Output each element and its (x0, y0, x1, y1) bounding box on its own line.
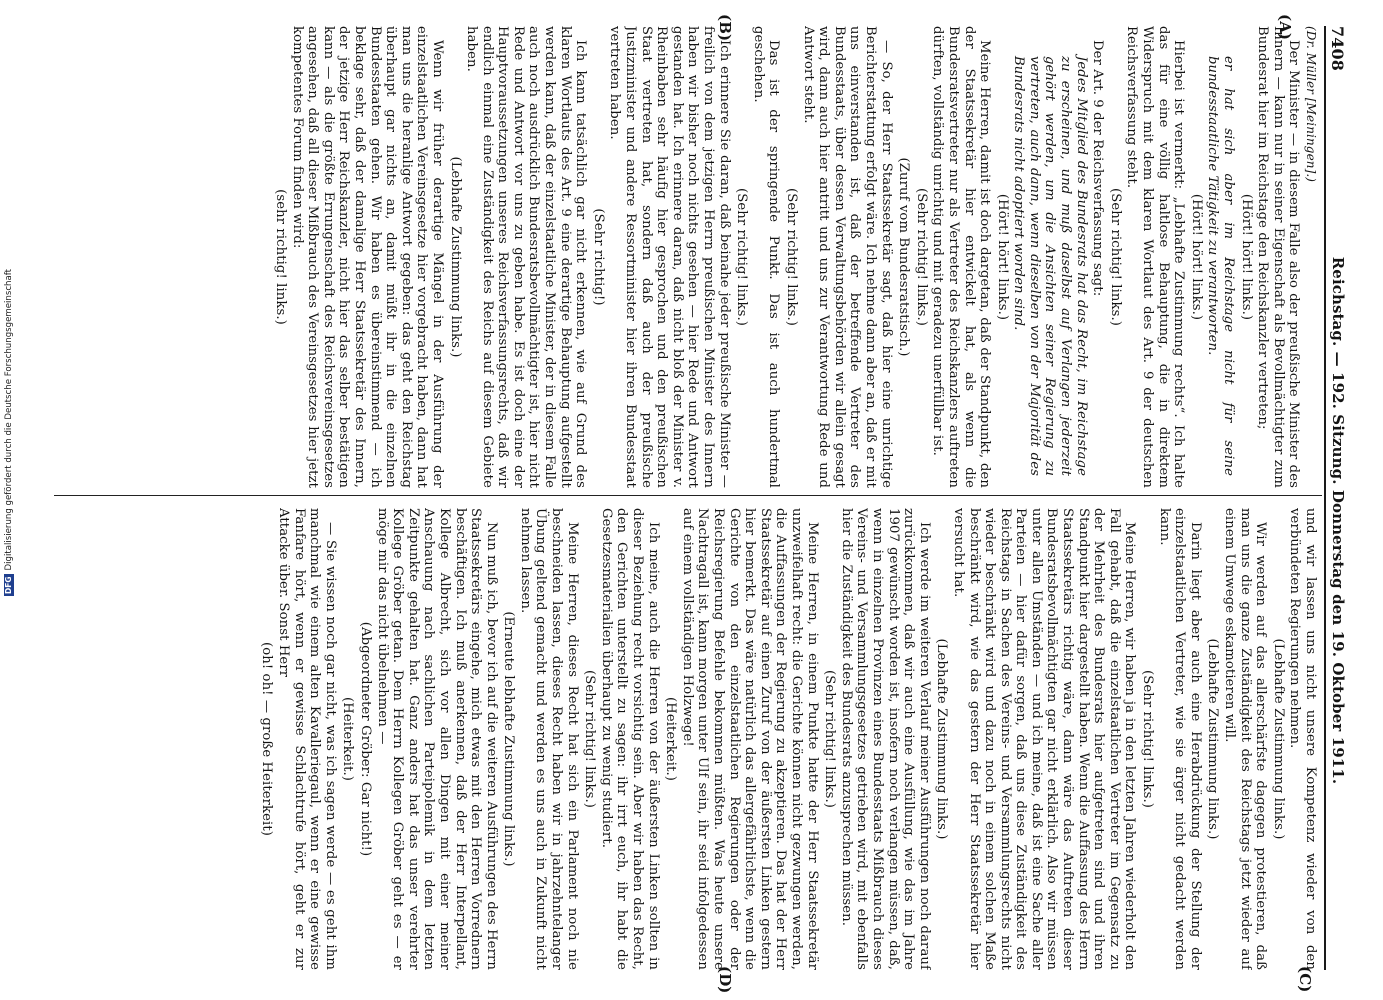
paragraph: Meine Herren, in einem Punkte hatte der Herr Staatssekretär unzweifelhaft recht: die Gerichte können nicht gezwungen werden, die Auffassungen der Regierung zu akzeptieren. Das hat der Herr Staatssekretär auf einen Zuruf von der äußersten Linken gestern hier bemerkt. Das wäre natürlich das allergefährlichste, wenn die Gerichte von den einzelstaatlichen Regierungen oder der Reichsregierung Befehle bekommen müßten. Was heute unsere Nachtragall ist, kann morgen unter Ulf sein, ihr seid infolgedessen auf einem vollständigen Holzwege! (679, 508, 820, 970)
paragraph: Der Art. 9 der Reichsverfassung sagt: (1090, 40, 1106, 297)
quote: Jedes Mitglied des Bundesrats hat das Recht, im Reichstage zu erscheinen, und muß daselbst auf Verlangen jederzeit gehört werden, um die Ansichten seiner Regierung zu vertreten, auch dann, wenn dieselben von der Majorität des Bundesrats nicht adoptiert worden sind. (1011, 56, 1089, 476)
interjection: (Sehr richtig!) (590, 208, 606, 306)
interjection: (Sehr richtig! links.) (734, 187, 750, 327)
margin-mark-d: (D) (716, 966, 734, 994)
margin-mark-c: (C) (1296, 966, 1314, 993)
right-column (52, 508, 1318, 970)
paragraph: Ich kann tatsächlich gar nicht erkennen, wie auf Grund des klaren Wortlauts des Art. 9 eine derartige Behauptung aufgestellt werden kann, daß der einzelstaatliche Minister, der in diesem Falle auch noch ausdrücklich Bundesratsbevollmächtigter ist, hier nicht Rede und Antwort vor uns zu geben habe. Es ist doch eine der Hauptvoraussetzungen unseres Reichsverfassungsrechts, daß wir endlich einmal eine Zuständigkeit des Reichs auf diesem Gebiete haben. (464, 26, 589, 488)
interjection: (Hört! hört! links.) (1188, 193, 1204, 321)
paragraph: Meine Herren, wir haben ja in den letzten Jahren wiederholt den Fall gehabt, daß die einzelstaatlichen Vertreter im Gegensatz zu der Mehrheit des Bundesrats hier aufgetreten sind und ihren Standpunkt hier dargestellt haben. Wenn die Auffassung des Herrn Staatssekretärs richtig wäre, dann wäre das Auftreten dieser Bundesratsbevollmächtigten gar nicht erklärlich. Also wir müssen unter allen Umständen — und ich meine, daß ist eine Sache aller Parteien — hier dafür sorgen, daß uns diese Zuständigkeit des Reichstags in Sachen des Vereins- und Versammlungsrechts nicht wieder beschränkt wird und dazu noch in einem solchen Maße beschränkt wird, wie das gestern der Herr Staatssekretär hier versucht hat. (950, 508, 1138, 970)
paragraph: Wir werden auf das allerschärfste dagegen protestieren, daß man uns die ganze Zuständigkeit des Reichstags jetzt wieder auf einem Umwege eskamotieren will. (1222, 508, 1269, 970)
page-number: 7408 (1327, 26, 1347, 71)
digitization-credit (2, 216, 16, 596)
interjection: (Zuruf vom Bundesratstisch.) (896, 157, 912, 357)
paragraph: Ich werde im weiteren Verlauf meiner Ausführungen noch darauf zurückkommen, daß wir auch eine Ausfüllung, wie das im Jahre 1907 gewünscht worden ist, insofern noch verlangen müssen, daß, wenn in einzelnen Provinzen eines Bundesstaats Mißbrauch dieses Vereins- und Versammlungsgesetzes getrieben wird, mit ebenfalls hier die Zuständigkeit des Bundesrats anzusprechen müssen. (838, 508, 932, 970)
paragraph: und wir lassen uns nicht unsere Kompetenz wieder von den verbündeten Regierungen nehmen. (1287, 508, 1318, 970)
interjection: (Lebhafte Zustimmung links.) (1205, 638, 1221, 840)
document-page (42, 14, 1352, 994)
interjection: (Abgeordneter Gröber: Gar nicht!) (357, 621, 373, 857)
page-header (1324, 26, 1348, 970)
dfg-logo: DFG (4, 576, 13, 594)
credit-text: Digitalisierung gefördert durch die Deutsche Forschungsgemeinschaft (4, 268, 14, 571)
speaker-line: (Dr. Müller [Meiningen].) (1304, 26, 1318, 183)
paragraph: Der Minister — in diesem Falle also der preußische Minister des Innern — kann nur in seiner Eigenschaft als Bevollmächtigter zum Bundesrat hier im Reichstage den Reichskanzler vertreten; (1255, 26, 1302, 488)
interjection: (sehr richtig! links.) (273, 189, 288, 325)
interjection: (oh! oh! — große Heiterkeit) (259, 641, 275, 837)
interjection: (Erneute lebhafte Zustimmung links.) (501, 611, 517, 867)
column-divider (54, 495, 1322, 496)
paragraph: Hierbei ist vermerkt: „Lebhafte Zustimmung rechts“. Ich halte das für eine völlig haltlose Behauptung, die in direktem Widerspruch mit dem klaren Wortlaut des Art. 9 der deutschen Reichsverfassung steht. (1124, 26, 1187, 488)
interjection: (Sehr richtig! links.) (1140, 669, 1156, 809)
interjection: (Hört! hört! links.) (1238, 193, 1254, 321)
paragraph: Ich meine, auch die Herren von der äußersten Linken sollten in dieser Beziehung recht vorsichtig sein. Aber wir haben das Recht, den Gerichten unterstellt zu sagen: ihr irrt euch, ihr habt die Gesetzesmaterialien überhaupt zu wenig studiert. (598, 508, 661, 970)
paragraph: Darin liegt aber auch eine Herabdrückung der Stellung der einzelstaatlichen Vertreter, wie sie ärger nicht gedacht werden kann. (1156, 508, 1203, 970)
interjection: (Hört! hört! links.) (994, 193, 1010, 321)
paragraph: — So, der Herr Staatssekretär sagt, daß hier eine unrichtige Berichterstattung erfolgt wäre. Ich nehme dann aber an, daß er mit uns einverstanden ist, daß der betreffende Vertreter des Bundesstaats, über dessen Verwaltungsbehörden wir allein gesagt wird, dann auch hier antritt und uns zur Verantwortung Rede und Antwort steht. (800, 26, 894, 488)
paragraph: Nun muß ich, bevor ich auf die weiteren Ausführungen des Herrn Staatssekretärs eingehe, mich etwas mit den Herren Vorrednern beschäftigen. Ich muß anerkennen, daß der Herr Interpellant, Kollege Albrecht, sich vor allen Dingen mit einer meiner Anschauung nach sachlichen Parteipolemik in dem letzten Zeitpunkte gehalten hat. Ganz anders hat das unser verehrter Kollege Gröber getan. Dem Herrn Kollegen Gröber geht es — er möge mir das nicht übelnehmen — (374, 508, 499, 970)
interjection: (Sehr richtig! links.) (913, 187, 929, 327)
margin-mark-a: (A) (1276, 14, 1294, 41)
interjection: (Lebhafte Zustimmung links.) (1270, 638, 1286, 840)
paragraph: Meine Herren, dieses Recht hat sich ein Parlament noch nie beschneiden lassen, dieses Recht haben wir in jahrzehntelanger Übung geltend gemacht und werden es uns auch in Zukunft nicht nehmen lassen. (517, 508, 580, 970)
paragraph: Das ist der springende Punkt. Das ist auch hundertmal geschehen. (750, 26, 782, 488)
paragraph: Meine Herren, damit ist doch dargetan, daß der Standpunkt, den der Staatssekretär hier entwickelt hat, als wenn die Bundesratsvertreter nur als Vertreter des Reichskanzlers auftreten dürften, vollständig unrichtig und mit geradezu unerfüllbar ist. (930, 26, 993, 488)
interjection: (Lebhafte Zustimmung links.) (447, 156, 463, 358)
interjection: (Heiterkeit.) (340, 696, 356, 782)
interjection: (Heiterkeit.) (663, 696, 679, 782)
paragraph: — Sie wissen noch gar nicht, was ich sagen werde — es geht ihm manchmal wie einem alten Kavalleriegaul, wenn er eine gewisse Fanfare hört, wenn er gewisse Schlachtrufe hört, geht er zur Attacke über. Sonst Herr (276, 508, 338, 970)
quote: er hat sich aber im Reichstage nicht für seine bundesstaatliche Tätigkeit zu verantworten. (1205, 56, 1237, 476)
interjection: (Sehr richtig! links.) (582, 669, 598, 809)
interjection: (Sehr richtig! links.) (784, 187, 799, 327)
interjection: (Sehr richtig! links.) (1107, 187, 1123, 327)
paragraph: Ich erinnere Sie daran, daß beinahe jeder preußische Minister — freilich von dem jetzigen Herrn preußischen Minister des Innern haben wir bisher noch nichts gesehen — hier Rede und Antwort gestanden hat. Ich erinnere daran, daß nicht bloß der Minister v. Rheinbaben sehr häufig hier gesprochen und den preußischen Staat vertreten hat, sondern daß auch der preußische Justizminister und andere Ressortminister hier ihren Bundesstaat vertreten haben. (607, 26, 732, 488)
interjection: (Lebhafte Zustimmung links.) (934, 638, 950, 840)
margin-mark-b: (B) (716, 14, 734, 42)
left-column (52, 26, 1318, 488)
interjection: (Sehr richtig! links.) (822, 669, 838, 809)
page-running-title: Reichstag. — 192. Sitzung. Donnerstag den 19. Oktober 1911. (1328, 256, 1347, 785)
paragraph: Wenn wir früher derartige Mängel in der Ausführung der einzelstaatlichen Vereinsgesetze hier vorgebracht haben, dann hat man uns die heranlige Antwort gegeben: das geht den Reichstag überhaupt gar nichts an, damit müßt ihr in die einzelnen Bundesstaaten gehen. Wir haben es übereinstimmend — ich beklage sehr, daß der damalige Herr Staatssekretär des Innern, der jetzige Herr Reichskanzler, nicht hier das selber bestätigen kann — als die größte Errungenschaft des Reichsvereinsgesetzes angesehen, daß all dieser Mißbrauch des Vereinsgesetzes hier jetzt kompetentes Forum finden wird: (289, 26, 445, 488)
